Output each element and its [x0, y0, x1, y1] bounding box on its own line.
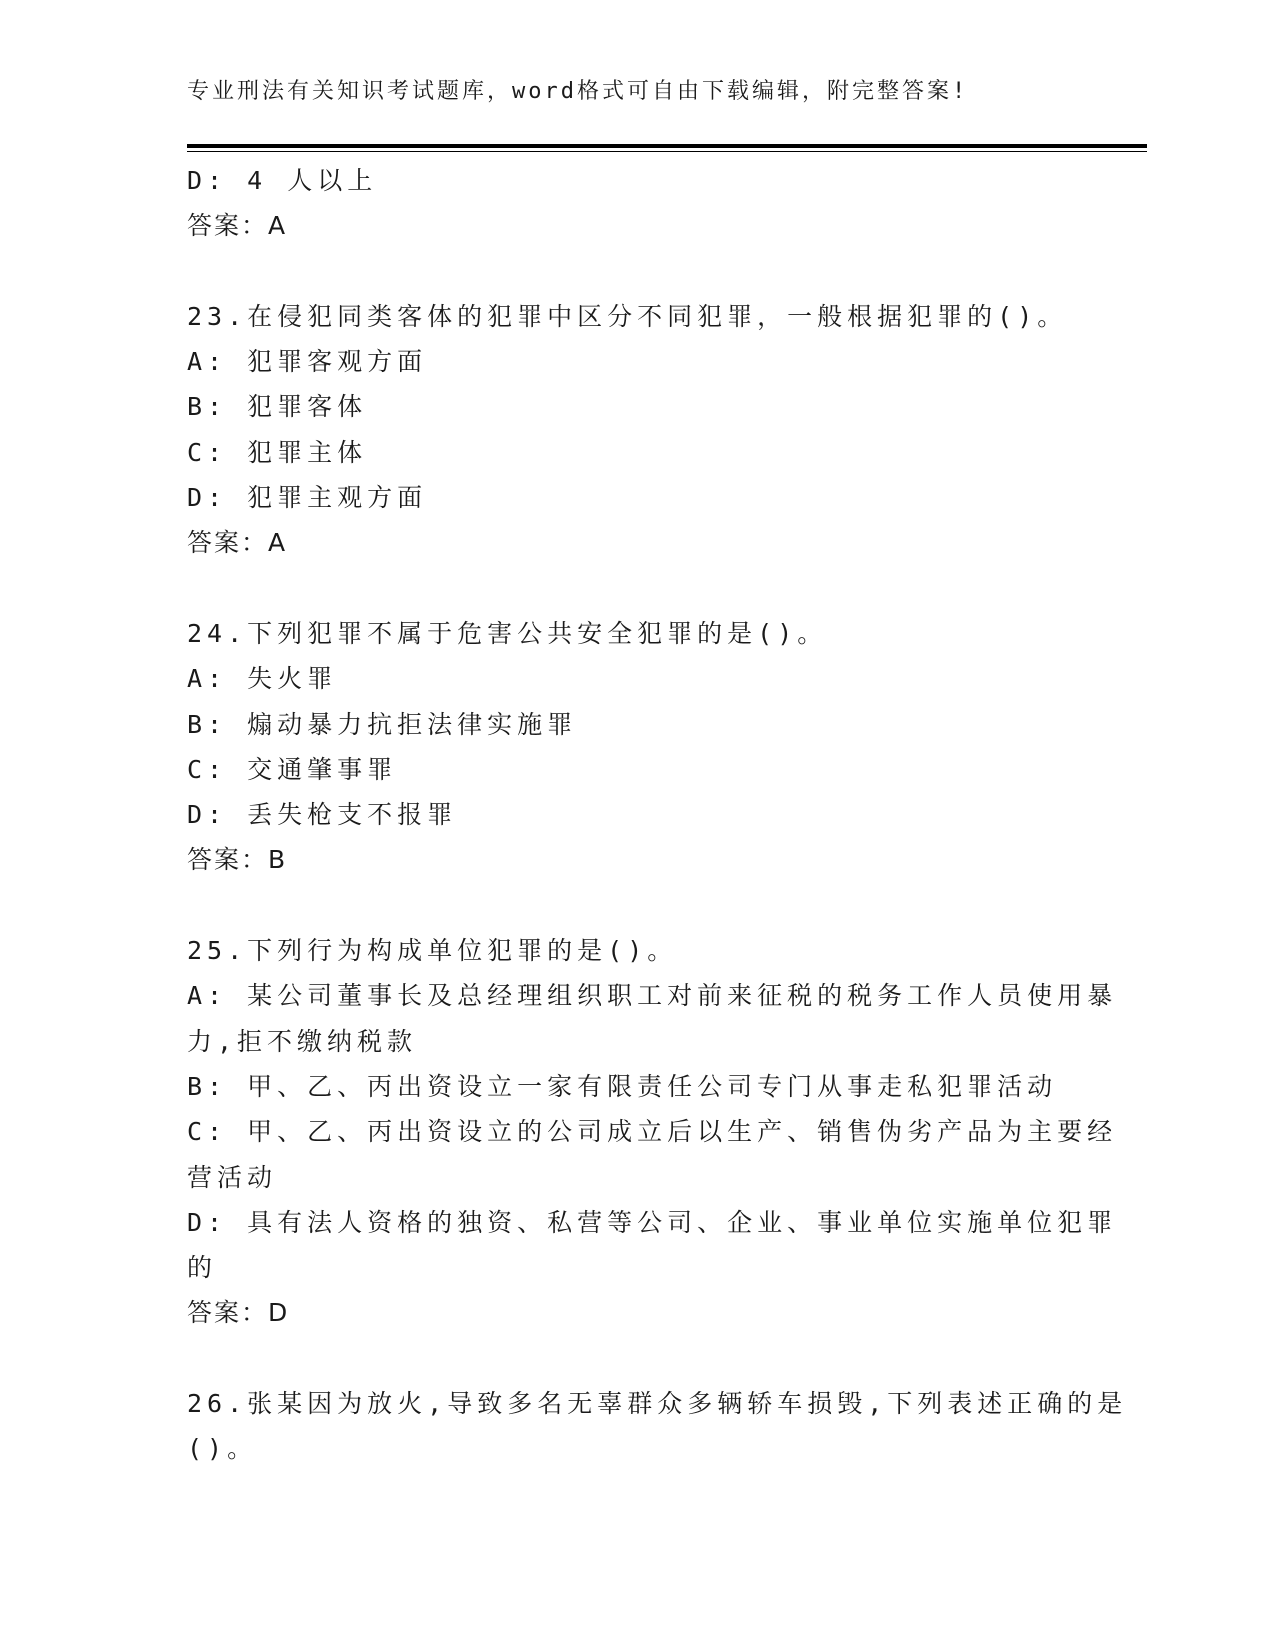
option-d-continued: 的 — [187, 1253, 218, 1283]
option-a: A: 犯罪客观方面 — [187, 347, 428, 377]
answer: 答案：B — [187, 845, 288, 875]
option-a: A: 某公司董事长及总经理组织职工对前来征税的税务工作人员使用暴 — [187, 981, 1118, 1011]
spacer — [187, 883, 1077, 928]
option-d: D: 丢失枪支不报罪 — [187, 800, 458, 830]
header-rule-thin — [187, 151, 1147, 152]
question-stem-continued: ()。 — [187, 1434, 258, 1464]
option-b: B: 煽动暴力抗拒法律实施罪 — [187, 709, 578, 739]
option-c: C: 甲、乙、丙出资设立的公司成立后以生产、销售伪劣产品为主要经 — [187, 1117, 1118, 1147]
option-d: D: 具有法人资格的独资、私营等公司、企业、事业单位实施单位犯罪 — [187, 1207, 1118, 1237]
option-a-continued: 力,拒不缴纳税款 — [187, 1026, 418, 1056]
question-content — [187, 158, 1128, 1472]
option-c: C: 犯罪主体 — [187, 437, 368, 467]
answer: 答案：D — [187, 1298, 290, 1328]
question-stem: 26.张某因为放火,导致多名无辜群众多辆轿车损毁,下列表述正确的是 — [187, 1389, 1128, 1419]
question-25 — [187, 928, 1118, 1336]
prev-option-d: D: 4 人以上 — [187, 166, 378, 195]
spacer — [187, 1336, 1077, 1381]
option-b: B: 甲、乙、丙出资设立一家有限责任公司专门从事走私犯罪活动 — [187, 1071, 1058, 1101]
question-stem: 23.在侵犯同类客体的犯罪中区分不同犯罪，一般根据犯罪的()。 — [187, 301, 1068, 331]
question-stem: 25.下列行为构成单位犯罪的是()。 — [187, 936, 678, 966]
option-c: C: 交通肇事罪 — [187, 754, 398, 784]
option-c-continued: 营活动 — [187, 1162, 278, 1192]
spacer — [187, 249, 1077, 294]
answer: 答案：A — [187, 528, 288, 558]
question-23 — [187, 294, 1077, 566]
question-26 — [187, 1381, 1128, 1472]
option-a: A: 失火罪 — [187, 664, 338, 694]
question-stem: 24.下列犯罪不属于危害公共安全犯罪的是()。 — [187, 618, 828, 648]
option-b: B: 犯罪客体 — [187, 392, 368, 422]
question-24 — [187, 611, 1077, 883]
header-rule-thick — [187, 144, 1147, 148]
page-header: 专业刑法有关知识考试题库，word格式可自由下载编辑，附完整答案! — [187, 79, 969, 104]
spacer — [187, 566, 1077, 611]
option-d: D: 犯罪主观方面 — [187, 483, 428, 513]
prev-answer: 答案：A — [187, 211, 288, 241]
